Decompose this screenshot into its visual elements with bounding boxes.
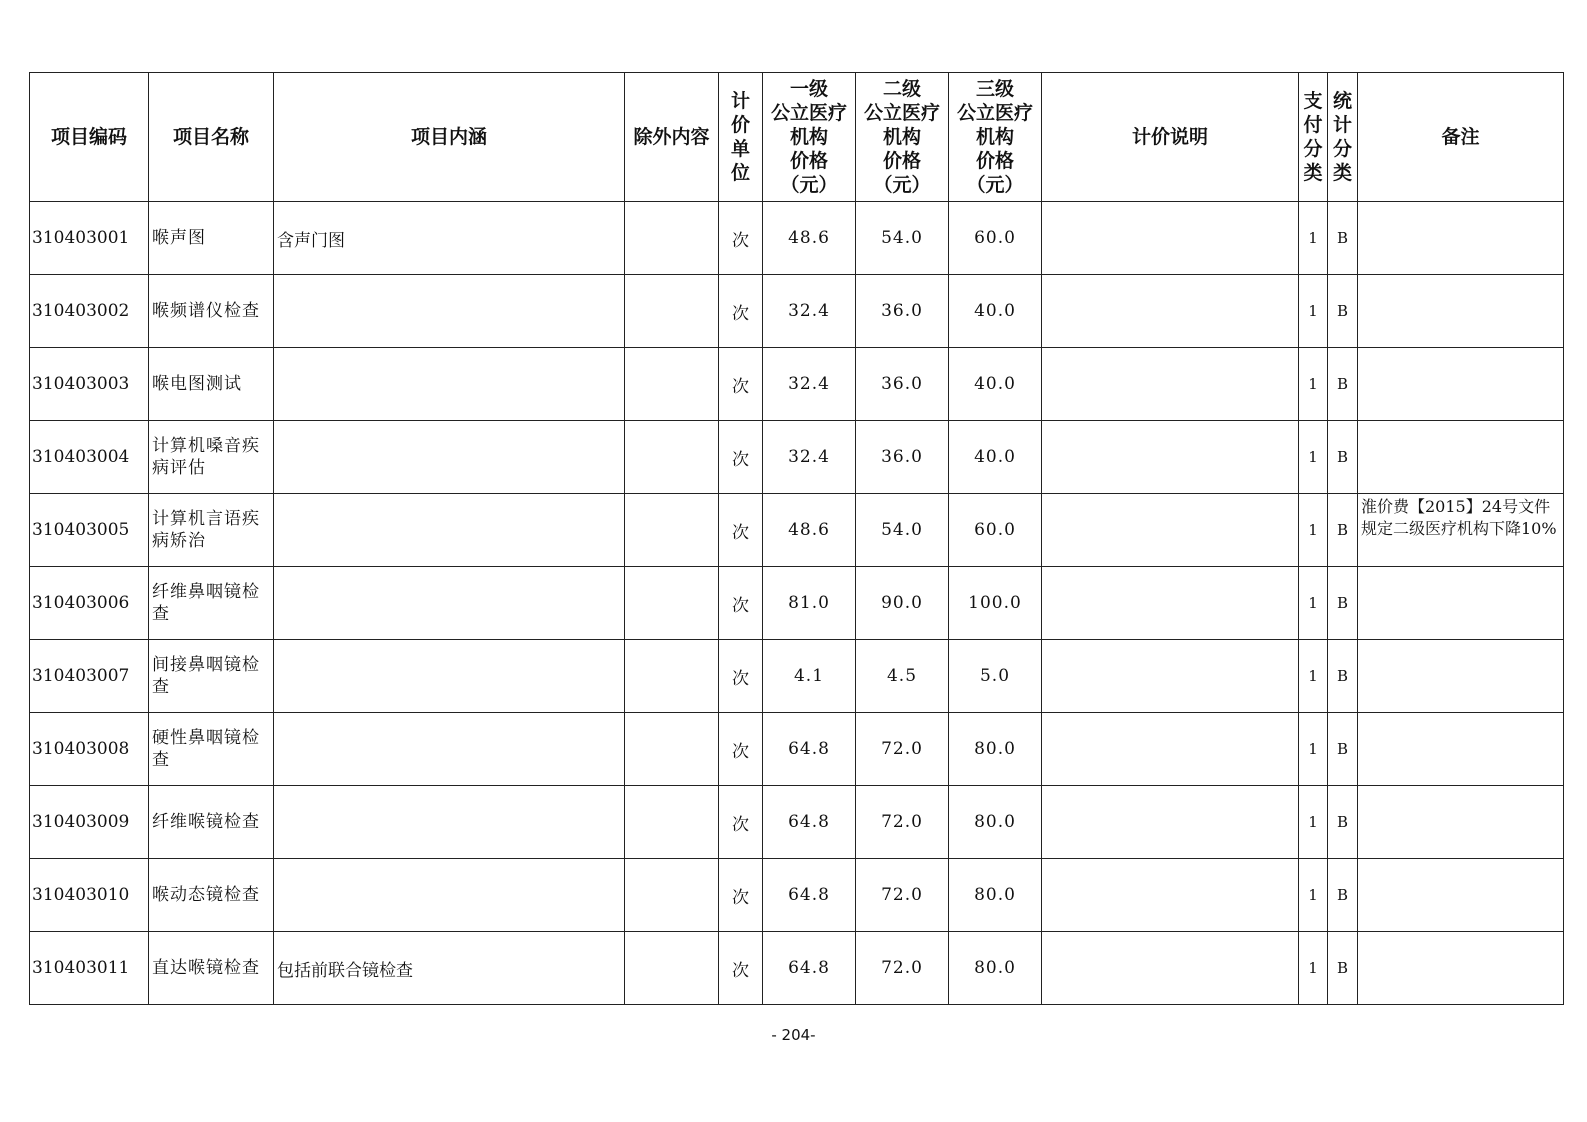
- cell-level1-price: 32.4: [763, 348, 856, 421]
- cell-stat-category: B: [1328, 786, 1358, 859]
- header-excluded: 除外内容: [625, 73, 719, 202]
- cell-pricing-note: [1042, 421, 1299, 494]
- cell-pay-category: 1: [1299, 640, 1328, 713]
- cell-pay-category: 1: [1299, 859, 1328, 932]
- cell-level3-price: 40.0: [949, 421, 1042, 494]
- table-row: [30, 786, 1564, 859]
- cell-level1-price: 48.6: [763, 494, 856, 567]
- cell-level3-price: 5.0: [949, 640, 1042, 713]
- table-row: [30, 348, 1564, 421]
- cell-code: 310403010: [30, 859, 149, 932]
- cell-code: 310403009: [30, 786, 149, 859]
- cell-stat-category: B: [1328, 713, 1358, 786]
- price-table: [29, 72, 1564, 1005]
- cell-pay-category: 1: [1299, 567, 1328, 640]
- cell-stat-category: B: [1328, 494, 1358, 567]
- table-row: [30, 421, 1564, 494]
- cell-level3-price: 80.0: [949, 932, 1042, 1005]
- table-row: [30, 713, 1564, 786]
- cell-pay-category: 1: [1299, 932, 1328, 1005]
- header-content: 项目内涵: [274, 73, 625, 202]
- cell-level1-price: 32.4: [763, 275, 856, 348]
- cell-stat-category: B: [1328, 640, 1358, 713]
- cell-level2-price: 72.0: [856, 932, 949, 1005]
- header-remark: 备注: [1358, 73, 1564, 202]
- cell-unit: 次: [719, 932, 763, 1005]
- cell-pay-category: 1: [1299, 713, 1328, 786]
- cell-name: 喉频谱仪检查: [149, 275, 274, 348]
- cell-stat-category: B: [1328, 421, 1358, 494]
- cell-level2-price: 72.0: [856, 786, 949, 859]
- cell-level2-price: 54.0: [856, 494, 949, 567]
- header-pricing-note: 计价说明: [1042, 73, 1299, 202]
- cell-excluded: [625, 567, 719, 640]
- cell-excluded: [625, 859, 719, 932]
- cell-stat-category: B: [1328, 275, 1358, 348]
- table-row: [30, 640, 1564, 713]
- cell-code: 310403004: [30, 421, 149, 494]
- cell-excluded: [625, 713, 719, 786]
- cell-stat-category: B: [1328, 932, 1358, 1005]
- table-row: [30, 859, 1564, 932]
- cell-name: 喉电图测试: [149, 348, 274, 421]
- header-level3-price: 三级 公立医疗 机构 价格 （元）: [949, 73, 1042, 202]
- cell-name: 计算机嗓音疾病评估: [149, 421, 274, 494]
- cell-remark: [1358, 275, 1564, 348]
- cell-remark: [1358, 786, 1564, 859]
- table-row: [30, 494, 1564, 567]
- cell-stat-category: B: [1328, 567, 1358, 640]
- cell-excluded: [625, 494, 719, 567]
- cell-unit: 次: [719, 713, 763, 786]
- cell-level2-price: 72.0: [856, 713, 949, 786]
- cell-level1-price: 4.1: [763, 640, 856, 713]
- cell-excluded: [625, 421, 719, 494]
- cell-name: 纤维喉镜检查: [149, 786, 274, 859]
- cell-code: 310403002: [30, 275, 149, 348]
- cell-level1-price: 64.8: [763, 932, 856, 1005]
- cell-unit: 次: [719, 640, 763, 713]
- cell-level1-price: 48.6: [763, 202, 856, 275]
- cell-stat-category: B: [1328, 348, 1358, 421]
- cell-pricing-note: [1042, 859, 1299, 932]
- cell-remark: [1358, 202, 1564, 275]
- cell-code: 310403011: [30, 932, 149, 1005]
- cell-content: [274, 275, 625, 348]
- table-body: [30, 202, 1564, 1005]
- cell-pricing-note: [1042, 567, 1299, 640]
- cell-excluded: [625, 640, 719, 713]
- cell-unit: 次: [719, 567, 763, 640]
- cell-content: [274, 421, 625, 494]
- cell-level3-price: 60.0: [949, 202, 1042, 275]
- cell-pay-category: 1: [1299, 348, 1328, 421]
- cell-level3-price: 40.0: [949, 275, 1042, 348]
- cell-name: 直达喉镜检查: [149, 932, 274, 1005]
- header-stat-category: 统计分类: [1328, 73, 1358, 202]
- cell-content: [274, 786, 625, 859]
- cell-code: 310403006: [30, 567, 149, 640]
- cell-pay-category: 1: [1299, 275, 1328, 348]
- cell-pay-category: 1: [1299, 786, 1328, 859]
- cell-unit: 次: [719, 275, 763, 348]
- cell-level2-price: 36.0: [856, 275, 949, 348]
- cell-level1-price: 81.0: [763, 567, 856, 640]
- cell-content: [274, 494, 625, 567]
- cell-pricing-note: [1042, 932, 1299, 1005]
- cell-pricing-note: [1042, 786, 1299, 859]
- cell-name: 喉声图: [149, 202, 274, 275]
- cell-name: 纤维鼻咽镜检查: [149, 567, 274, 640]
- cell-content: [274, 713, 625, 786]
- cell-remark: [1358, 421, 1564, 494]
- cell-level3-price: 80.0: [949, 859, 1042, 932]
- cell-name: 喉动态镜检查: [149, 859, 274, 932]
- cell-pricing-note: [1042, 713, 1299, 786]
- cell-remark: [1358, 859, 1564, 932]
- table-row: [30, 567, 1564, 640]
- cell-level3-price: 40.0: [949, 348, 1042, 421]
- cell-level1-price: 32.4: [763, 421, 856, 494]
- cell-remark: 淮价费【2015】24号文件规定二级医疗机构下降10%: [1358, 494, 1564, 567]
- table-row: [30, 275, 1564, 348]
- cell-remark: [1358, 567, 1564, 640]
- cell-excluded: [625, 932, 719, 1005]
- cell-remark: [1358, 932, 1564, 1005]
- cell-level1-price: 64.8: [763, 859, 856, 932]
- cell-pricing-note: [1042, 202, 1299, 275]
- cell-excluded: [625, 275, 719, 348]
- cell-remark: [1358, 713, 1564, 786]
- cell-level2-price: 72.0: [856, 859, 949, 932]
- cell-content: 包括前联合镜检查: [274, 932, 625, 1005]
- cell-pricing-note: [1042, 494, 1299, 567]
- header-pay-category: 支付分类: [1299, 73, 1328, 202]
- table-row: [30, 202, 1564, 275]
- cell-level1-price: 64.8: [763, 713, 856, 786]
- cell-pricing-note: [1042, 348, 1299, 421]
- cell-level3-price: 100.0: [949, 567, 1042, 640]
- cell-level2-price: 4.5: [856, 640, 949, 713]
- cell-pay-category: 1: [1299, 494, 1328, 567]
- cell-pay-category: 1: [1299, 421, 1328, 494]
- header-name: 项目名称: [149, 73, 274, 202]
- cell-level2-price: 36.0: [856, 348, 949, 421]
- cell-name: 计算机言语疾病矫治: [149, 494, 274, 567]
- cell-excluded: [625, 348, 719, 421]
- cell-pricing-note: [1042, 275, 1299, 348]
- cell-pricing-note: [1042, 640, 1299, 713]
- cell-unit: 次: [719, 494, 763, 567]
- cell-level1-price: 64.8: [763, 786, 856, 859]
- cell-level3-price: 80.0: [949, 786, 1042, 859]
- table-row: [30, 932, 1564, 1005]
- cell-code: 310403003: [30, 348, 149, 421]
- header-level1-price: 一级 公立医疗 机构 价格 （元）: [763, 73, 856, 202]
- cell-stat-category: B: [1328, 202, 1358, 275]
- cell-stat-category: B: [1328, 859, 1358, 932]
- cell-level3-price: 80.0: [949, 713, 1042, 786]
- cell-excluded: [625, 202, 719, 275]
- cell-content: [274, 640, 625, 713]
- cell-level2-price: 36.0: [856, 421, 949, 494]
- header-unit: 计价单位: [719, 73, 763, 202]
- cell-name: 硬性鼻咽镜检查: [149, 713, 274, 786]
- cell-unit: 次: [719, 786, 763, 859]
- header-row: [30, 73, 1564, 202]
- cell-pay-category: 1: [1299, 202, 1328, 275]
- cell-code: 310403007: [30, 640, 149, 713]
- cell-unit: 次: [719, 421, 763, 494]
- cell-unit: 次: [719, 202, 763, 275]
- cell-content: [274, 859, 625, 932]
- cell-level2-price: 90.0: [856, 567, 949, 640]
- cell-remark: [1358, 640, 1564, 713]
- cell-content: 含声门图: [274, 202, 625, 275]
- cell-code: 310403008: [30, 713, 149, 786]
- cell-excluded: [625, 786, 719, 859]
- cell-level2-price: 54.0: [856, 202, 949, 275]
- cell-code: 310403001: [30, 202, 149, 275]
- cell-content: [274, 567, 625, 640]
- page-number: - 204-: [771, 1026, 816, 1044]
- cell-remark: [1358, 348, 1564, 421]
- cell-level3-price: 60.0: [949, 494, 1042, 567]
- cell-unit: 次: [719, 348, 763, 421]
- header-level2-price: 二级 公立医疗 机构 价格 （元）: [856, 73, 949, 202]
- cell-name: 间接鼻咽镜检查: [149, 640, 274, 713]
- header-code: 项目编码: [30, 73, 149, 202]
- cell-unit: 次: [719, 859, 763, 932]
- cell-content: [274, 348, 625, 421]
- cell-code: 310403005: [30, 494, 149, 567]
